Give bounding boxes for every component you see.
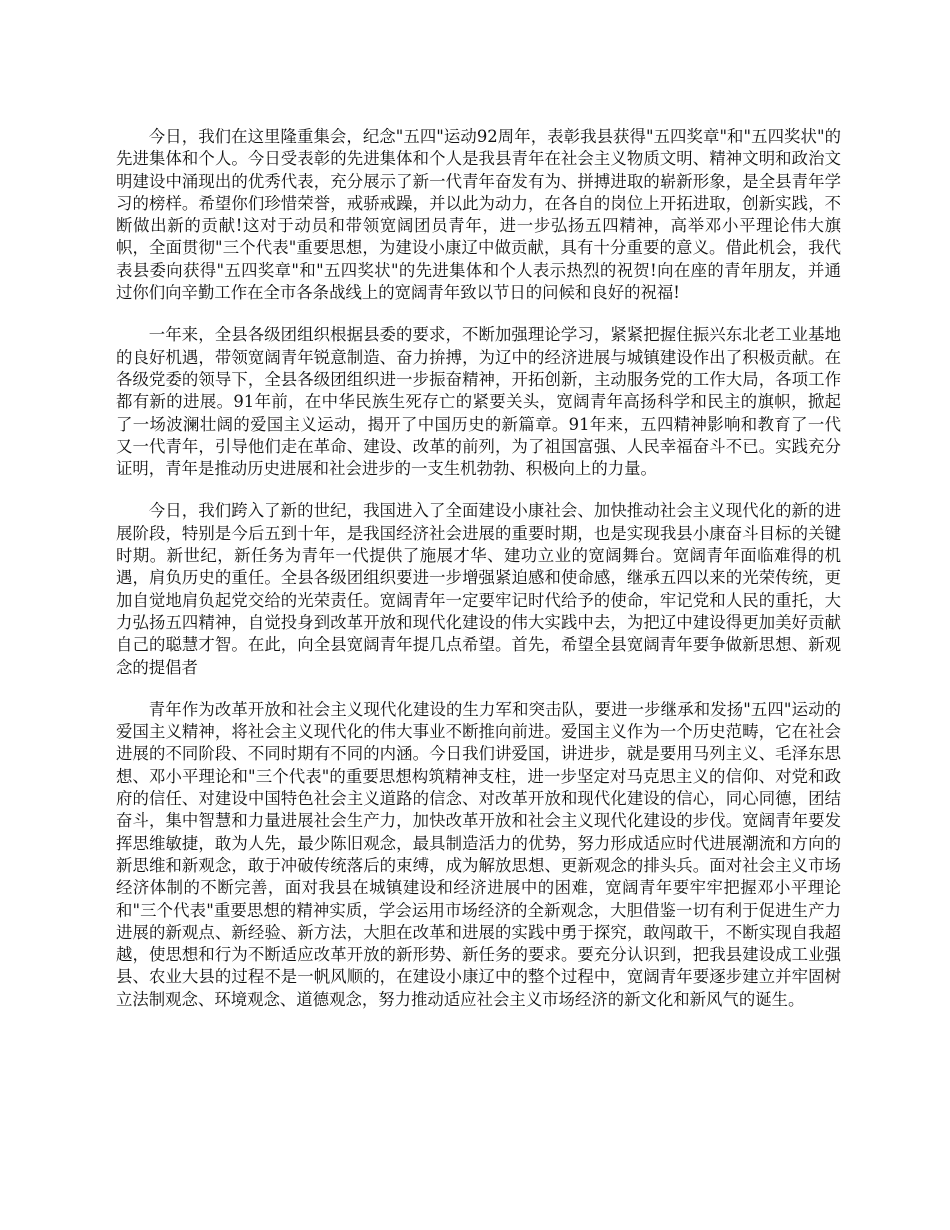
paragraph-1: 今日，我们在这里隆重集会，纪念"五四"运动92周年，表彰我县获得"五四奖章"和"五四奖状"的先进集体和个人。今日受表彰的先进集体和个人是我县青年在社会主义物质文明、精神文明和政治文明建设中涌现出的优秀代表，充分展示了新一代青年奋发有为、拼搏进取的崭新形象，是全县青年学习的榜样。希望你们珍惜荣誉，戒骄戒躁，并以此为动力，在各自的岗位上开拓进取，创新实践，不断做出新的贡献!这对于动员和带领宽阔团员青年，进一步弘扬五四精神，高举邓小平理论伟大旗帜，全面贯彻"三个代表"重要思想，为建设小康辽中做贡献，具有十分重要的意义。借此机会，我代表县委向获得"五四奖章"和"五四奖状"的先进集体和个人表示热烈的祝贺!向在座的青年朋友，并通过你们向辛勤工作在全市各条战线上的宽阔青年致以节日的问候和良好的祝福! (116, 127, 841, 303)
paragraph-2: 一年来，全县各级团组织根据县委的要求，不断加强理论学习，紧紧把握住振兴东北老工业基地的良好机遇，带领宽阔青年锐意制造、奋力拚搏，为辽中的经济进展与城镇建设作出了积极贡献。在各级党委的领导下，全县各级团组织进一步振奋精神，开拓创新，主动服务党的工作大局，各项工作都有新的进展。91年前，在中华民族生死存亡的紧要关头，宽阔青年高扬科学和民主的旗帜，掀起了一场波澜壮阔的爱国主义运动，揭开了中国历史的新篇章。91年来，五四精神影响和教育了一代又一代青年，引导他们走在革命、建设、改革的前列，为了祖国富强、人民幸福奋斗不已。实践充分证明，青年是推动历史进展和社会进步的一支生机勃勃、积极向上的力量。 (116, 325, 841, 479)
paragraph-3: 今日，我们跨入了新的世纪，我国进入了全面建设小康社会、加快推动社会主义现代化的新的进展阶段，特别是今后五到十年，是我国经济社会进展的重要时期，也是实现我县小康奋斗目标的关键时期。新世纪，新任务为青年一代提供了施展才华、建功立业的宽阔舞台。宽阔青年面临难得的机遇，肩负历史的重任。全县各级团组织要进一步增强紧迫感和使命感，继承五四以来的光荣传统，更加自觉地肩负起党交给的光荣责任。宽阔青年一定要牢记时代给予的使命，牢记党和人民的重托，大力弘扬五四精神，自觉投身到改革开放和现代化建设的伟大实践中去，为把辽中建设得更加美好贡献自己的聪慧才智。在此，向全县宽阔青年提几点希望。首先，希望全县宽阔青年要争做新思想、新观念的提倡者 (116, 501, 841, 677)
document-body (116, 126, 841, 1031)
paragraph-4: 青年作为改革开放和社会主义现代化建设的生力军和突击队，要进一步继承和发扬"五四"运动的爱国主义精神，将社会主义现代化的伟大事业不断推向前进。爱国主义作为一个历史范畴，它在社会进展的不同阶段、不同时期有不同的内涵。今日我们讲爱国，讲进步，就是要用马列主义、毛泽东思想、邓小平理论和"三个代表"的重要思想构筑精神支柱，进一步坚定对马克思主义的信仰、对党和政府的信任、对建设中国特色社会主义道路的信念、对改革开放和现代化建设的信心，同心同德，团结奋斗，集中智慧和力量进展社会生产力，加快改革开放和社会主义现代化建设的步伐。宽阔青年要发挥思维敏捷，敢为人先，最少陈旧观念，最具制造活力的优势，努力形成适应时代进展潮流和方向的新思维和新观念，敢于冲破传统落后的束缚，成为解放思想、更新观念的排头兵。面对社会主义市场经济体制的不断完善，面对我县在城镇建设和经济进展中的困难，宽阔青年要牢牢把握邓小平理论和"三个代表"重要思想的精神实质，学会运用市场经济的全新观念，大胆借鉴一切有利于促进生产力进展的新观点、新经验、新方法，大胆在改革和进展的实践中勇于探究，敢闯敢干，不断实现自我超越，使思想和行为不断适应改革开放的新形势、新任务的要求。要充分认识到，把我县建设成工业强县、农业大县的过程不是一帆风顺的，在建设小康辽中的整个过程中，宽阔青年要逐步建立并牢固树立法制观念、环境观念、道德观念，努力推动适应社会主义市场经济的新文化和新风气的诞生。 (116, 699, 841, 1009)
